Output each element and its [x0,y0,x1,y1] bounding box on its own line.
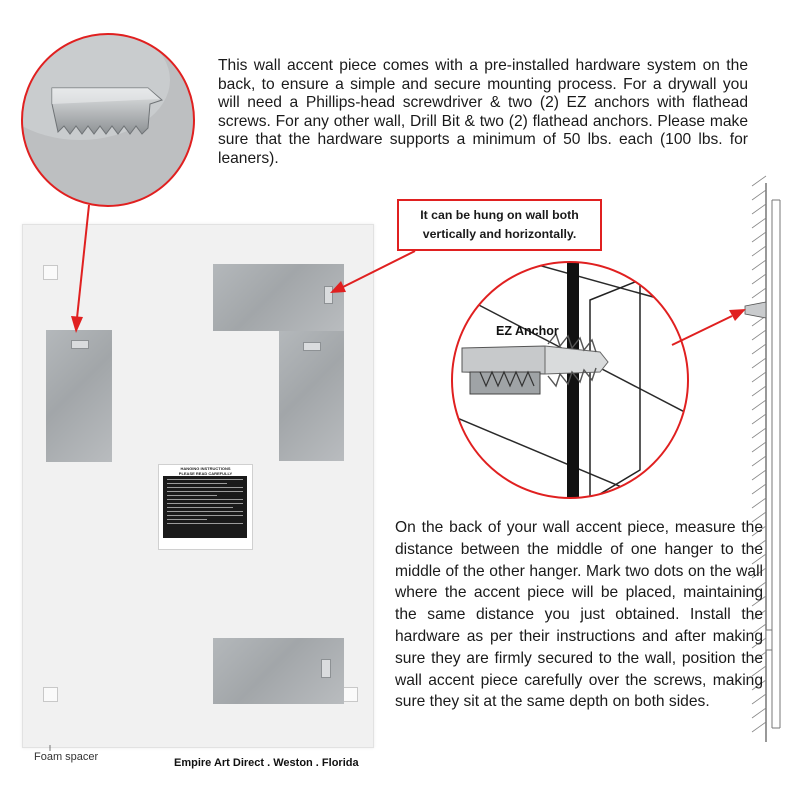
ez-anchor-closeup-circle [450,255,700,520]
foam-spacer-pointer [40,745,60,755]
intro-paragraph: This wall accent piece comes with a pre-installed hardware system on the back, to ensure a simple and secure mounting process. For a drywall you will need a Phillips-head screwdriver & two (2) EZ anchors with flathead screws. For any other wall, Drill Bit & two (2) flathead anchors. Please make sure that the hardware supports a minimum of 50 lbs. each (100 lbs. for leaners). [218,57,748,167]
company-footer: Empire Art Direct . Weston . Florida [174,757,359,769]
hanger-closeup-circle [0,20,200,210]
orientation-callout: It can be hung on wall both vertically and horizontally. [397,199,602,251]
wall-anchor-icon [745,302,766,318]
card-title-line2: PLEASE READ CAREFULLY [178,470,233,476]
instructions-paragraph: On the back of your wall accent piece, measure the distance between the middle of one hanger to the middle of the other hanger. Mark two dots on the wall where the accent piece will be placed, maintaining the same distance you just obtained. Install the hardware as per their instructions and after making sure they are firmly secured to the wall, position the wall accent piece carefully over the screws, making sure they sit at the same depth on both sides. [395,519,763,711]
foam-spacer-label: Foam spacer [34,751,99,763]
card-title-line1: HANGING INSTRUCTIONS [180,466,231,471]
ez-anchor-label: EZ Anchor [496,324,559,338]
